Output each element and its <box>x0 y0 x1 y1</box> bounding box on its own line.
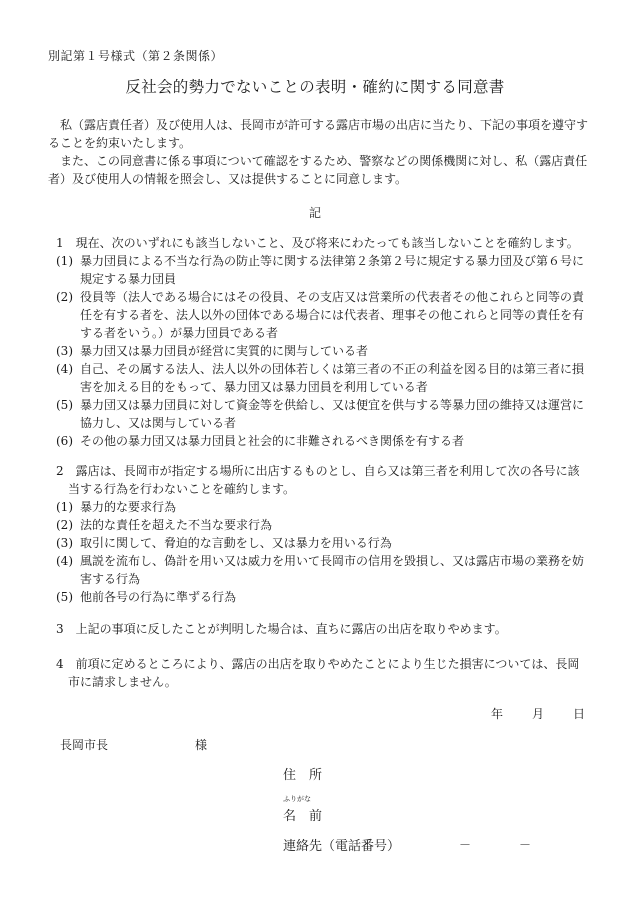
item-text: 暴力団又は暴力団員に対して資金等を供給し、又は便宜を供与する等暴力団の維持又は運営に協力し、又は関与している者 <box>80 398 585 430</box>
name-label: 名 前 <box>283 809 323 824</box>
item-text: 暴力的な要求行為 <box>80 500 177 514</box>
item-number: (5) <box>56 398 73 412</box>
date-year-label: 年 <box>491 707 504 721</box>
section-number: 4 <box>56 657 64 671</box>
item-number: (2) <box>56 518 73 532</box>
list-item <box>48 360 588 396</box>
contact-label: 連絡先（電話番号） <box>283 839 401 854</box>
section-4 <box>48 655 588 691</box>
item-number: (3) <box>56 344 73 358</box>
phone-separator-1: － <box>459 838 472 852</box>
item-number: (1) <box>56 254 73 268</box>
ki-heading: 記 <box>308 206 321 220</box>
section-number: 2 <box>56 464 64 478</box>
list-item <box>48 516 588 534</box>
furigana-label: ふりがな <box>283 795 311 803</box>
section-text: 上記の事項に反したことが判明した場合は、直ちに露店の出店を取りやめます。 <box>75 622 507 636</box>
list-item <box>48 588 588 606</box>
list-item <box>48 432 588 450</box>
section-4-heading <box>48 655 588 691</box>
item-text: 他前各号の行為に準ずる行為 <box>80 590 237 604</box>
item-number: (6) <box>56 434 73 448</box>
item-text: 暴力団員による不当な行為の防止等に関する法律第２条第２号に規定する暴力団及び第６号に規定する暴力団員 <box>80 254 585 286</box>
recipient-name: 長岡市長 <box>60 738 109 752</box>
section-1 <box>48 234 588 450</box>
phone-separator-2: － <box>519 838 532 852</box>
intro-paragraph-2: また、この同意書に係る事項について確認をするため、警察などの関係機関に対し、私（露店責任者）及び使用人の情報を照会し、又は提供することに同意します。 <box>48 154 588 186</box>
item-text: 自己、その属する法人、法人以外の団体若しくは第三者の不正の利益を図る目的は第三者に損害を加える目的をもって、暴力団又は暴力団員を利用している者 <box>80 362 585 394</box>
recipient-honorific: 様 <box>195 738 208 752</box>
item-text: 風説を流布し、偽計を用い又は威力を用いて長岡市の信用を毀損し、又は露店市場の業務を妨害する行為 <box>80 554 585 586</box>
section-text: 現在、次のいずれにも該当しないこと、及び将来にわたっても該当しないことを確約します。 <box>75 236 579 250</box>
section-3 <box>48 620 588 638</box>
item-number: (3) <box>56 536 73 550</box>
item-number: (4) <box>56 554 73 568</box>
item-text: 法的な責任を超えた不当な要求行為 <box>80 518 273 532</box>
item-text: 役員等（法人である場合にはその役員、その支店又は営業所の代表者その他これらと同等の責任を有する者を、法人以外の団体である場合には代表者、理事その他これらと同等の責任を有する者をいう。）が暴力団員である者 <box>80 290 585 340</box>
section-number: 3 <box>56 622 64 636</box>
page-title: 反社会的勢力でないことの表明・確約に関する同意書 <box>125 78 505 96</box>
section-1-heading <box>48 234 588 252</box>
item-number: (2) <box>56 290 73 304</box>
section-2 <box>48 462 588 606</box>
section-number: 1 <box>56 236 64 250</box>
section-2-heading <box>48 462 588 498</box>
item-number: (4) <box>56 362 73 376</box>
list-item <box>48 396 588 432</box>
section-text: 前項に定めるところにより、露店の出店を取りやめたことにより生じた損害については、長岡市に請求しません。 <box>68 657 580 689</box>
address-label: 住 所 <box>283 768 323 783</box>
date-day-label: 日 <box>573 707 586 721</box>
date-month-label: 月 <box>532 707 545 721</box>
list-item <box>48 342 588 360</box>
section-3-heading <box>48 620 588 638</box>
list-item <box>48 498 588 516</box>
intro-paragraph-1: 私（露店責任者）及び使用人は、長岡市が許可する露店市場の出店に当たり、下記の事項を遵守することを約束いたします。 <box>48 118 589 150</box>
item-text: その他の暴力団又は暴力団員と社会的に非難されるべき関係を有する者 <box>80 434 465 448</box>
list-item <box>48 288 588 342</box>
item-number: (5) <box>56 590 73 604</box>
section-text: 露店は、長岡市が指定する場所に出店するものとし、自ら又は第三者を利用して次の各号に該当する行為を行わないことを確約します。 <box>68 464 580 496</box>
item-number: (1) <box>56 500 73 514</box>
item-text: 暴力団又は暴力団員が経営に実質的に関与している者 <box>80 344 369 358</box>
form-id: 別記第１号様式（第２条関係） <box>48 49 224 63</box>
list-item <box>48 252 588 288</box>
list-item <box>48 534 588 552</box>
item-text: 取引に関して、脅迫的な言動をし、又は暴力を用いる行為 <box>80 536 392 550</box>
list-item <box>48 552 588 588</box>
